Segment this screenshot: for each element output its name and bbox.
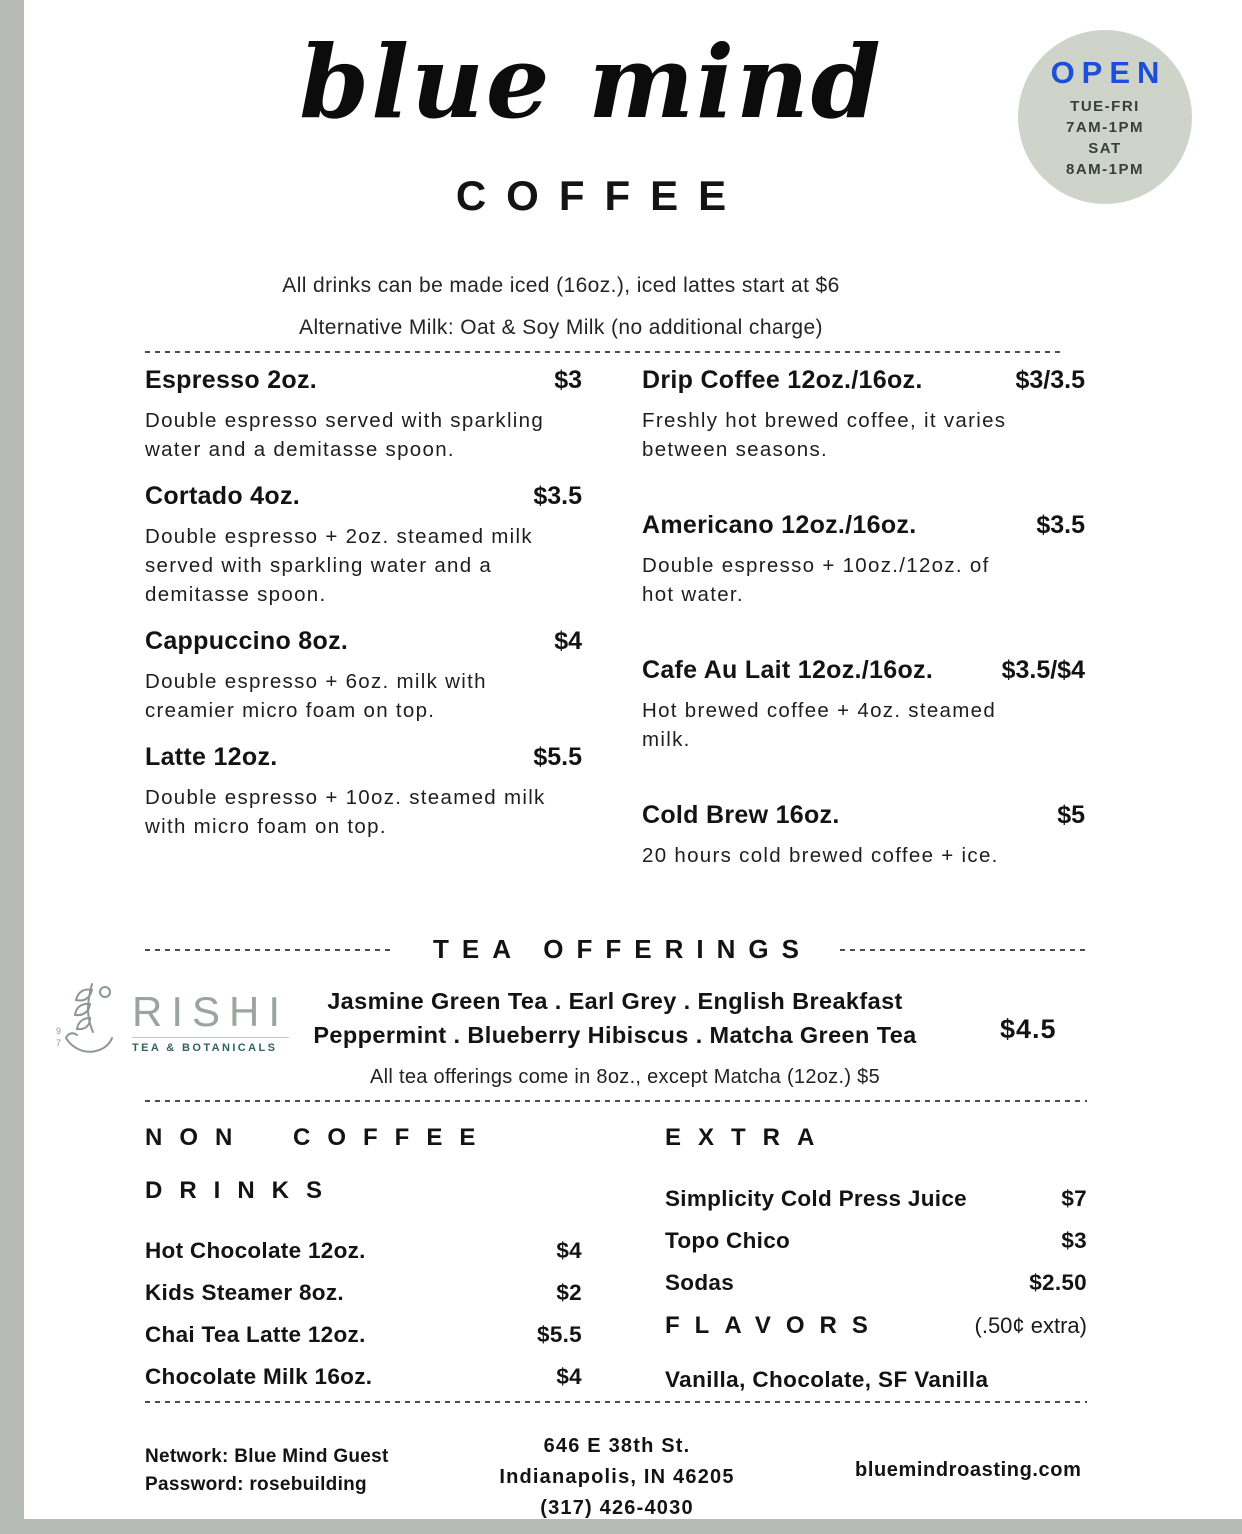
non-coffee-heading-line-1: NON COFFEE xyxy=(145,1124,493,1151)
tea-price: $4.5 xyxy=(1000,1014,1057,1044)
item-description: Freshly hot brewed coffee, it varies between seasons. xyxy=(642,409,1007,461)
item-price: $3.5/$4 xyxy=(1001,656,1085,684)
item-price: $4 xyxy=(554,627,582,655)
svg-text:9: 9 xyxy=(56,1026,62,1036)
divider-bottom xyxy=(145,1401,1087,1403)
extra-heading: EXTRA xyxy=(665,1124,832,1151)
item-description: Double espresso + 6oz. milk with creamier micro foam on top. xyxy=(145,670,487,722)
flavors-surcharge-note: (.50¢ extra) xyxy=(974,1313,1087,1338)
phone-number: (317) 426-4030 xyxy=(540,1497,694,1519)
scan-edge-left xyxy=(0,0,24,1534)
item-price: $3 xyxy=(1061,1228,1087,1253)
extra-section xyxy=(665,1124,1087,1393)
non-coffee-item xyxy=(145,1238,582,1264)
menu-item-cold-brew xyxy=(642,801,1085,870)
tea-offerings-header xyxy=(145,934,1087,965)
hours-line-4: 8AM-1PM xyxy=(1065,160,1144,178)
hours-line-2: 7AM-1PM xyxy=(1065,118,1144,136)
item-price: $2.50 xyxy=(1029,1270,1087,1295)
item-price: $5.5 xyxy=(533,743,582,771)
item-name: Chai Tea Latte 12oz. xyxy=(145,1322,366,1347)
menu-item-cappuccino xyxy=(145,627,582,725)
menu-item-drip-coffee xyxy=(642,366,1085,464)
extra-item xyxy=(665,1228,1087,1254)
open-hours-badge xyxy=(1018,30,1192,204)
tea-offerings-title: TEA OFFERINGS xyxy=(433,934,812,964)
menu-item-cafe-au-lait xyxy=(642,656,1085,754)
svg-text:7: 7 xyxy=(56,1038,62,1048)
tea-size-note: All tea offerings come in 8oz., except Matcha (12oz.) $5 xyxy=(369,1066,881,1088)
item-price: $3.5 xyxy=(1036,511,1085,539)
wifi-password: Password: rosebuilding xyxy=(145,1474,367,1495)
menu-item-espresso xyxy=(145,366,582,464)
divider-tea-left xyxy=(145,949,392,951)
iced-drinks-note: All drinks can be made iced (16oz.), iced lattes start at $6 xyxy=(282,274,840,297)
tea-varieties-line-1: Jasmine Green Tea . Earl Grey . English Breakfast xyxy=(327,988,903,1014)
item-price: $4 xyxy=(556,1364,582,1389)
item-name: Hot Chocolate 12oz. xyxy=(145,1238,366,1263)
tea-varieties-line-2: Peppermint . Blueberry Hibiscus . Matcha Green Tea xyxy=(313,1022,917,1048)
item-name: Chocolate Milk 16oz. xyxy=(145,1364,373,1389)
rishi-brand-name: RISHI xyxy=(132,987,290,1035)
item-price: $5.5 xyxy=(537,1322,582,1347)
item-description: Double espresso + 10oz. steamed milk with micro foam on top. xyxy=(145,786,546,838)
coffee-column-right xyxy=(642,366,1085,917)
coffee-column-left xyxy=(145,366,582,859)
wifi-network: Network: Blue Mind Guest xyxy=(145,1446,389,1467)
address-block xyxy=(417,1431,817,1524)
item-price: $5 xyxy=(1057,801,1085,829)
item-price: $3.5 xyxy=(533,482,582,510)
divider-top xyxy=(145,351,1065,353)
item-description: Double espresso + 2oz. steamed milk served with sparkling water and a demitasse spoon. xyxy=(145,525,533,606)
menu-item-americano xyxy=(642,511,1085,609)
alt-milk-note: Alternative Milk: Oat & Soy Milk (no additional charge) xyxy=(299,316,823,339)
item-name: Americano 12oz./16oz. xyxy=(642,511,917,539)
item-description: Double espresso served with sparkling water and a demitasse spoon. xyxy=(145,409,545,461)
non-coffee-item xyxy=(145,1364,582,1390)
non-coffee-item xyxy=(145,1280,582,1306)
menu-item-cortado xyxy=(145,482,582,609)
menu-item-latte xyxy=(145,743,582,841)
item-name: Kids Steamer 8oz. xyxy=(145,1280,344,1305)
item-price: $3 xyxy=(554,366,582,394)
logo-script-text: blue mind xyxy=(299,23,883,141)
item-name: Cortado 4oz. xyxy=(145,482,300,510)
item-name: Cafe Au Lait 12oz./16oz. xyxy=(642,656,934,684)
extra-item xyxy=(665,1186,1087,1212)
hours-line-1: TUE-FRI xyxy=(1070,97,1140,115)
logo-coffee-text: COFFEE xyxy=(455,172,747,219)
item-price: $4 xyxy=(556,1238,582,1263)
tea-varieties xyxy=(295,984,935,1052)
flavors-header-row xyxy=(665,1312,1087,1340)
item-price: $2 xyxy=(556,1280,582,1305)
rishi-brand-logo xyxy=(52,976,289,1067)
divider-tea-right xyxy=(840,949,1087,951)
rishi-brand-tagline: TEA & BOTANICALS xyxy=(132,1037,289,1054)
item-name: Topo Chico xyxy=(665,1228,791,1253)
divider-middle xyxy=(145,1100,1087,1102)
flavors-list: Vanilla, Chocolate, SF Vanilla xyxy=(665,1367,989,1392)
item-price: $3/3.5 xyxy=(1015,366,1085,394)
non-coffee-item xyxy=(145,1322,582,1348)
extra-item xyxy=(665,1270,1087,1296)
address-city: Indianapolis, IN 46205 xyxy=(499,1466,735,1488)
wifi-info xyxy=(145,1443,389,1499)
non-coffee-heading-line-2: DRINKS xyxy=(145,1177,340,1204)
item-name: Drip Coffee 12oz./16oz. xyxy=(642,366,923,394)
rishi-leaf-hand-icon xyxy=(52,976,124,1067)
item-description: Double espresso + 10oz./12oz. of hot water. xyxy=(642,554,990,606)
item-name: Sodas xyxy=(665,1270,735,1295)
item-name: Simplicity Cold Press Juice xyxy=(665,1186,967,1211)
non-coffee-section xyxy=(145,1124,582,1406)
item-name: Espresso 2oz. xyxy=(145,366,318,394)
hours-line-3: SAT xyxy=(1088,139,1122,157)
item-name: Cappuccino 8oz. xyxy=(145,627,349,655)
item-price: $7 xyxy=(1061,1186,1087,1211)
flavors-heading: FLAVORS xyxy=(665,1312,883,1339)
item-description: 20 hours cold brewed coffee + ice. xyxy=(642,844,999,867)
open-label: OPEN xyxy=(1050,54,1167,90)
item-name: Cold Brew 16oz. xyxy=(642,801,840,829)
website-url: bluemindroasting.com xyxy=(855,1459,1082,1481)
item-name: Latte 12oz. xyxy=(145,743,278,771)
address-street: 646 E 38th St. xyxy=(543,1435,691,1457)
item-description: Hot brewed coffee + 4oz. steamed milk. xyxy=(642,699,997,751)
